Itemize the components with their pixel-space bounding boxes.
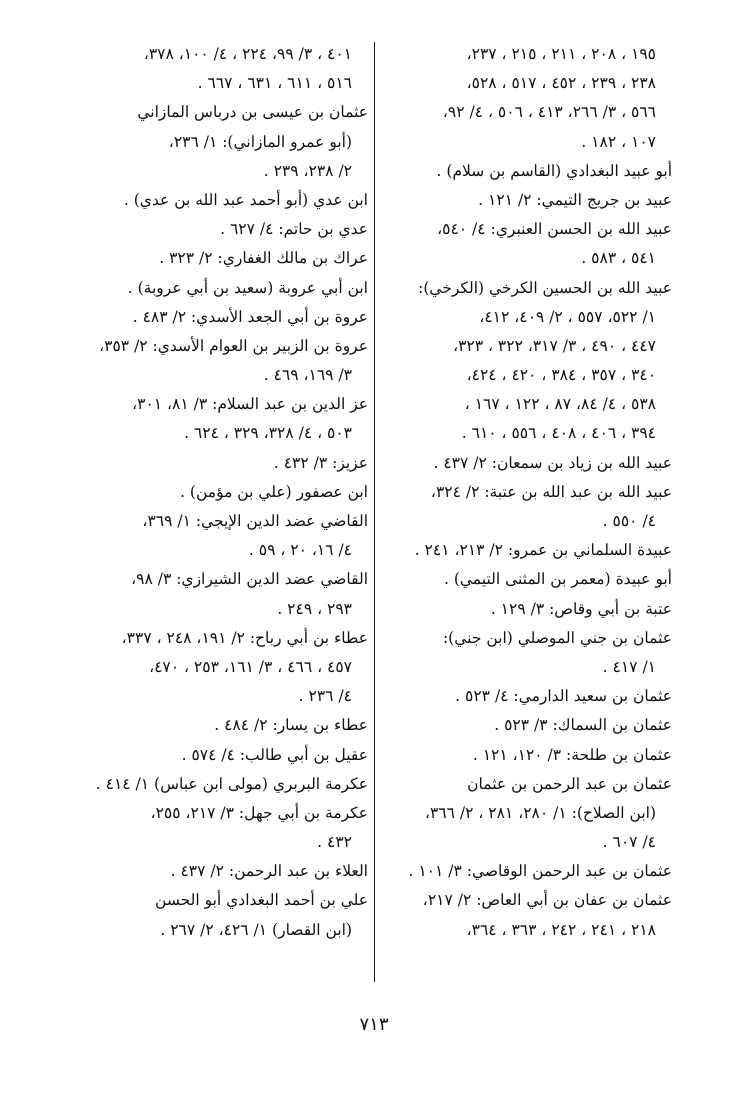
index-line: ٤/ ٥٥٠ .: [602, 512, 656, 530]
index-line: عبيد الله بن زياد بن سمعان: ٢/ ٤٣٧ .: [433, 453, 672, 472]
index-line: ١/ ٤١٧ .: [602, 657, 656, 676]
page-number: ٧١٣: [359, 1014, 389, 1035]
index-line: ٥٣٨ ، ٤/ ٨٤، ٨٧ ، ١٢٢ ، ١٦٧ ،: [464, 395, 656, 414]
index-line: ٣/ ١٦٩، ٤٦٩ .: [263, 366, 352, 385]
index-line: ٤٠١ ، ٣/ ٩٩، ٢٢٤ ، ٤/ ١٠٠، ٣٧٨،: [143, 45, 352, 63]
index-line: (أبو عمرو المازاني): ١/ ٢٣٦،: [168, 132, 352, 151]
index-line: عكرمة بن أبي جهل: ٣/ ٢١٧، ٢٥٥،: [150, 803, 368, 822]
index-line: ٢١٨ ، ٢٤١ ، ٢٤٢ ، ٣٦٣ ، ٣٦٤،: [466, 920, 656, 939]
right-column: [382, 40, 672, 945]
index-line: عثمان بن عفان بن أبي العاص: ٢/ ٢١٧،: [422, 891, 672, 910]
index-line: عبيد بن جريج التيمي: ٢/ ١٢١ .: [478, 190, 672, 209]
index-line: ٤/ ٦٠٧ .: [602, 833, 656, 852]
index-line: (ابن الصلاح): ١/ ٢٨٠، ٢٨١ ، ٢/ ٣٦٦،: [424, 803, 656, 822]
index-line: عثمان بن عبد الرحمن بن عثمان: [467, 774, 672, 793]
index-line: ٢٣٨ ، ٢٣٩ ، ٤٥٢ ، ٥١٧ ، ٥٢٨،: [466, 74, 656, 93]
index-line: عروة بن أبي الجعد الأسدي: ٢/ ٤٨٣ .: [132, 307, 368, 326]
index-line: عطاء بن يسار: ٢/ ٤٨٤ .: [214, 716, 368, 735]
index-line: ٤٣٢ .: [317, 833, 352, 852]
index-line: أبو عبيدة (معمر بن المثنى التيمي) .: [443, 570, 672, 589]
index-line: عز الدين بن عبد السلام: ٣/ ٨١، ٣٠١،: [132, 395, 368, 414]
index-line: عثمان بن عيسى بن درباس المازاني: [137, 103, 368, 122]
index-line: عثمان بن السماك: ٣/ ٥٢٣ .: [494, 716, 672, 735]
index-page: [78, 40, 672, 1000]
index-line: ٣٤٠ ، ٣٥٧ ، ٣٨٤ ، ٤٢٠ ، ٤٢٤،: [466, 366, 656, 385]
index-line: عكرمة البربري (مولى ابن عباس) ١/ ٤١٤ .: [95, 774, 368, 793]
index-line: ١/ ٥٢٢، ٥٥٧ ، ٢/ ٤٠٩، ٤١٢،: [479, 307, 656, 326]
index-line: عثمان بن طلحة: ٣/ ١٢٠، ١٢١ .: [472, 745, 672, 764]
index-line: ١٠٧ ، ١٨٢ .: [581, 132, 656, 151]
column-divider: [374, 42, 375, 982]
index-line: ٢/ ٢٣٨، ٢٣٩ .: [263, 161, 352, 180]
index-line: ٣٩٤ ، ٤٠٦ ، ٤٠٨ ، ٥٥٦ ، ٦١٠ .: [461, 424, 656, 443]
index-line: عراك بن مالك الغفاري: ٢/ ٣٢٣ .: [159, 249, 368, 268]
index-line: القاضي عضد الدين الإيجي: ١/ ٣٦٩،: [142, 512, 368, 530]
index-line: ابن عصفور (علي بن مؤمن) .: [180, 482, 368, 501]
index-line: ٥٠٣ ، ٤/ ٣٢٨، ٣٢٩ ، ٦٢٤ .: [184, 424, 352, 443]
index-line: ٥٦٦ ، ٣/ ٢٦٦، ٤١٣ ، ٥٠٦ ، ٤/ ٩٢،: [442, 103, 656, 122]
index-line: العلاء بن عبد الرحمن: ٢/ ٤٣٧ .: [170, 862, 368, 881]
index-line: عبيد الله بن عبد الله بن عتبة: ٢/ ٣٢٤،: [430, 482, 672, 501]
index-line: عبيدة السلماني بن عمرو: ٢/ ٢١٣، ٢٤١ .: [414, 541, 672, 560]
index-line: عطاء بن أبي رباح: ٢/ ١٩١، ٢٤٨ ، ٣٣٧،: [121, 628, 368, 647]
index-line: عتبة بن أبي وقاص: ٣/ ١٢٩ .: [490, 599, 672, 618]
index-line: عثمان بن سعيد الدارمي: ٤/ ٥٢٣ .: [455, 687, 672, 706]
index-line: عقيل بن أبي طالب: ٤/ ٥٧٤ .: [181, 745, 368, 764]
index-line: عبيد الله بن الحسن العنبري: ٤/ ٥٤٠،: [437, 220, 672, 239]
index-line: عثمان بن عبد الرحمن الوقاصي: ٣/ ١٠١ .: [408, 862, 672, 881]
index-line: عزيز: ٣/ ٤٣٢ .: [273, 453, 368, 472]
index-line: ابن عدي (أبو أحمد عبد الله بن عدي) .: [123, 190, 368, 209]
index-line: ٤/ ٢٣٦ .: [298, 687, 352, 706]
index-line: (ابن القصار) ١/ ٤٢٦، ٢/ ٢٦٧ .: [160, 920, 352, 939]
index-line: أبو عبيد البغدادي (القاسم بن سلام) .: [436, 161, 672, 180]
index-line: ٤٥٧ ، ٤٦٦ ، ٣/ ١٦١، ٢٥٣ ، ٤٧٠،: [149, 657, 352, 676]
index-line: عبيد الله بن الحسين الكرخي (الكرخي):: [418, 278, 672, 297]
index-line: ٥٤١ ، ٥٨٣ .: [581, 249, 656, 268]
index-line: ١٩٥ ، ٢٠٨ ، ٢١١ ، ٢١٥ ، ٢٣٧،: [466, 45, 656, 63]
index-line: ابن أبي عروبة (سعيد بن أبي عروبة) .: [127, 278, 368, 297]
index-line: ٤٤٧ ، ٤٩٠ ، ٣/ ٣١٧، ٣٢٢ ، ٣٢٣،: [453, 336, 656, 355]
index-line: ٢٩٣ ، ٢٤٩ .: [277, 599, 352, 618]
index-line: عثمان بن جني الموصلي (ابن جني):: [442, 628, 672, 647]
index-line: القاضي عضد الدين الشيرازي: ٣/ ٩٨،: [131, 570, 368, 589]
left-column: [78, 40, 368, 945]
index-line: عروة بن الزبير بن العوام الأسدي: ٢/ ٣٥٣،: [99, 336, 368, 355]
index-line: ٤/ ١٦، ٢٠ ، ٥٩ .: [248, 541, 352, 560]
index-line: ٥١٦ ، ٦١١ ، ٦٣١ ، ٦٦٧ .: [197, 74, 352, 93]
index-line: علي بن أحمد البغدادي أبو الحسن: [155, 891, 368, 910]
index-line: عدي بن حاتم: ٤/ ٦٢٧ .: [220, 220, 368, 239]
